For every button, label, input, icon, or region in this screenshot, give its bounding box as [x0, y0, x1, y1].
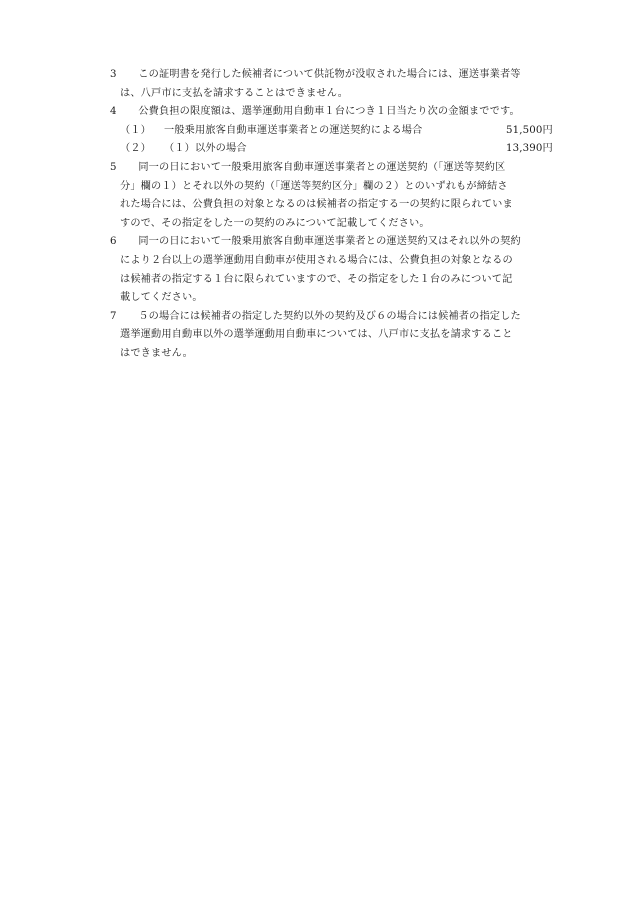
- note-body: [128, 308, 570, 327]
- note-continuation: [110, 178, 570, 234]
- subitem-number: （１）: [120, 124, 152, 136]
- note-body: [128, 66, 570, 85]
- note-number: 3: [110, 69, 117, 80]
- note-line: により２台以上の選挙運動用自動車が使用される場合には、公費負担の対象となるの: [120, 254, 513, 266]
- note-line: れた場合には、公費負担の対象となるのは候補者の指定する一の契約に限られていま: [120, 199, 513, 211]
- note-number: 5: [110, 161, 117, 173]
- note-line: 公費負担の限度額は、選挙運動用自動車１台につき１日当たり次の金額までです。: [128, 106, 520, 118]
- limit-subitem-2: [120, 140, 570, 159]
- note-item-6: [110, 233, 570, 252]
- note-item-5: [110, 159, 570, 178]
- note-number: 7: [110, 310, 117, 322]
- note-line: はできません。: [120, 347, 193, 359]
- note-body: [128, 103, 570, 122]
- note-number: 4: [110, 106, 117, 118]
- note-continuation: [110, 252, 570, 308]
- note-line: 選挙運動用自動車以外の選挙運動用自動車については、八戸市に支払を請求すること: [120, 329, 513, 341]
- limit-subitems: [110, 122, 570, 159]
- note-item-7: [110, 308, 570, 327]
- note-line: は、八戸市に支払を請求することはできません。: [120, 87, 349, 99]
- note-line: 同一の日において一般乗用旅客自動車運送事業者との運送契約（「運送等契約区: [128, 161, 506, 173]
- note-line: すので、その指定をした一の契約のみについて記載してください。: [120, 217, 430, 229]
- note-continuation: [110, 326, 570, 363]
- subitem-text: 一般乗用旅客自動車運送事業者との運送契約による場合: [164, 124, 423, 136]
- note-item-4: [110, 103, 570, 122]
- subitem-amount: 13,390円: [506, 143, 553, 155]
- subitem-number: （２）: [120, 143, 152, 155]
- note-line: 分」欄の１）とそれ以外の契約（「運送等契約区分」欄の２）とのいずれもが締結さ: [120, 180, 508, 192]
- notes-list: [110, 66, 570, 364]
- note-line: ５の場合には候補者の指定した契約以外の契約及び６の場合には候補者の指定した: [128, 310, 521, 322]
- note-line: 同一の日において一般乗用旅客自動車運送事業者との運送契約又はそれ以外の契約: [128, 236, 521, 248]
- note-item-3: [110, 66, 570, 85]
- note-body: [128, 233, 570, 252]
- note-continuation: [110, 85, 570, 104]
- note-line: この証明書を発行した候補者について供託物が没収された場合には、運送事業者等: [128, 69, 521, 80]
- subitem-text: （１）以外の場合: [164, 143, 247, 155]
- note-body: [128, 159, 570, 178]
- note-number: 6: [110, 236, 117, 248]
- subitem-amount: 51,500円: [506, 124, 553, 136]
- note-line: は候補者の指定する１台に限られていますので、その指定をした１台のみについて記: [120, 273, 513, 285]
- limit-subitem-1: [120, 122, 570, 141]
- note-line: 載してください。: [120, 292, 203, 304]
